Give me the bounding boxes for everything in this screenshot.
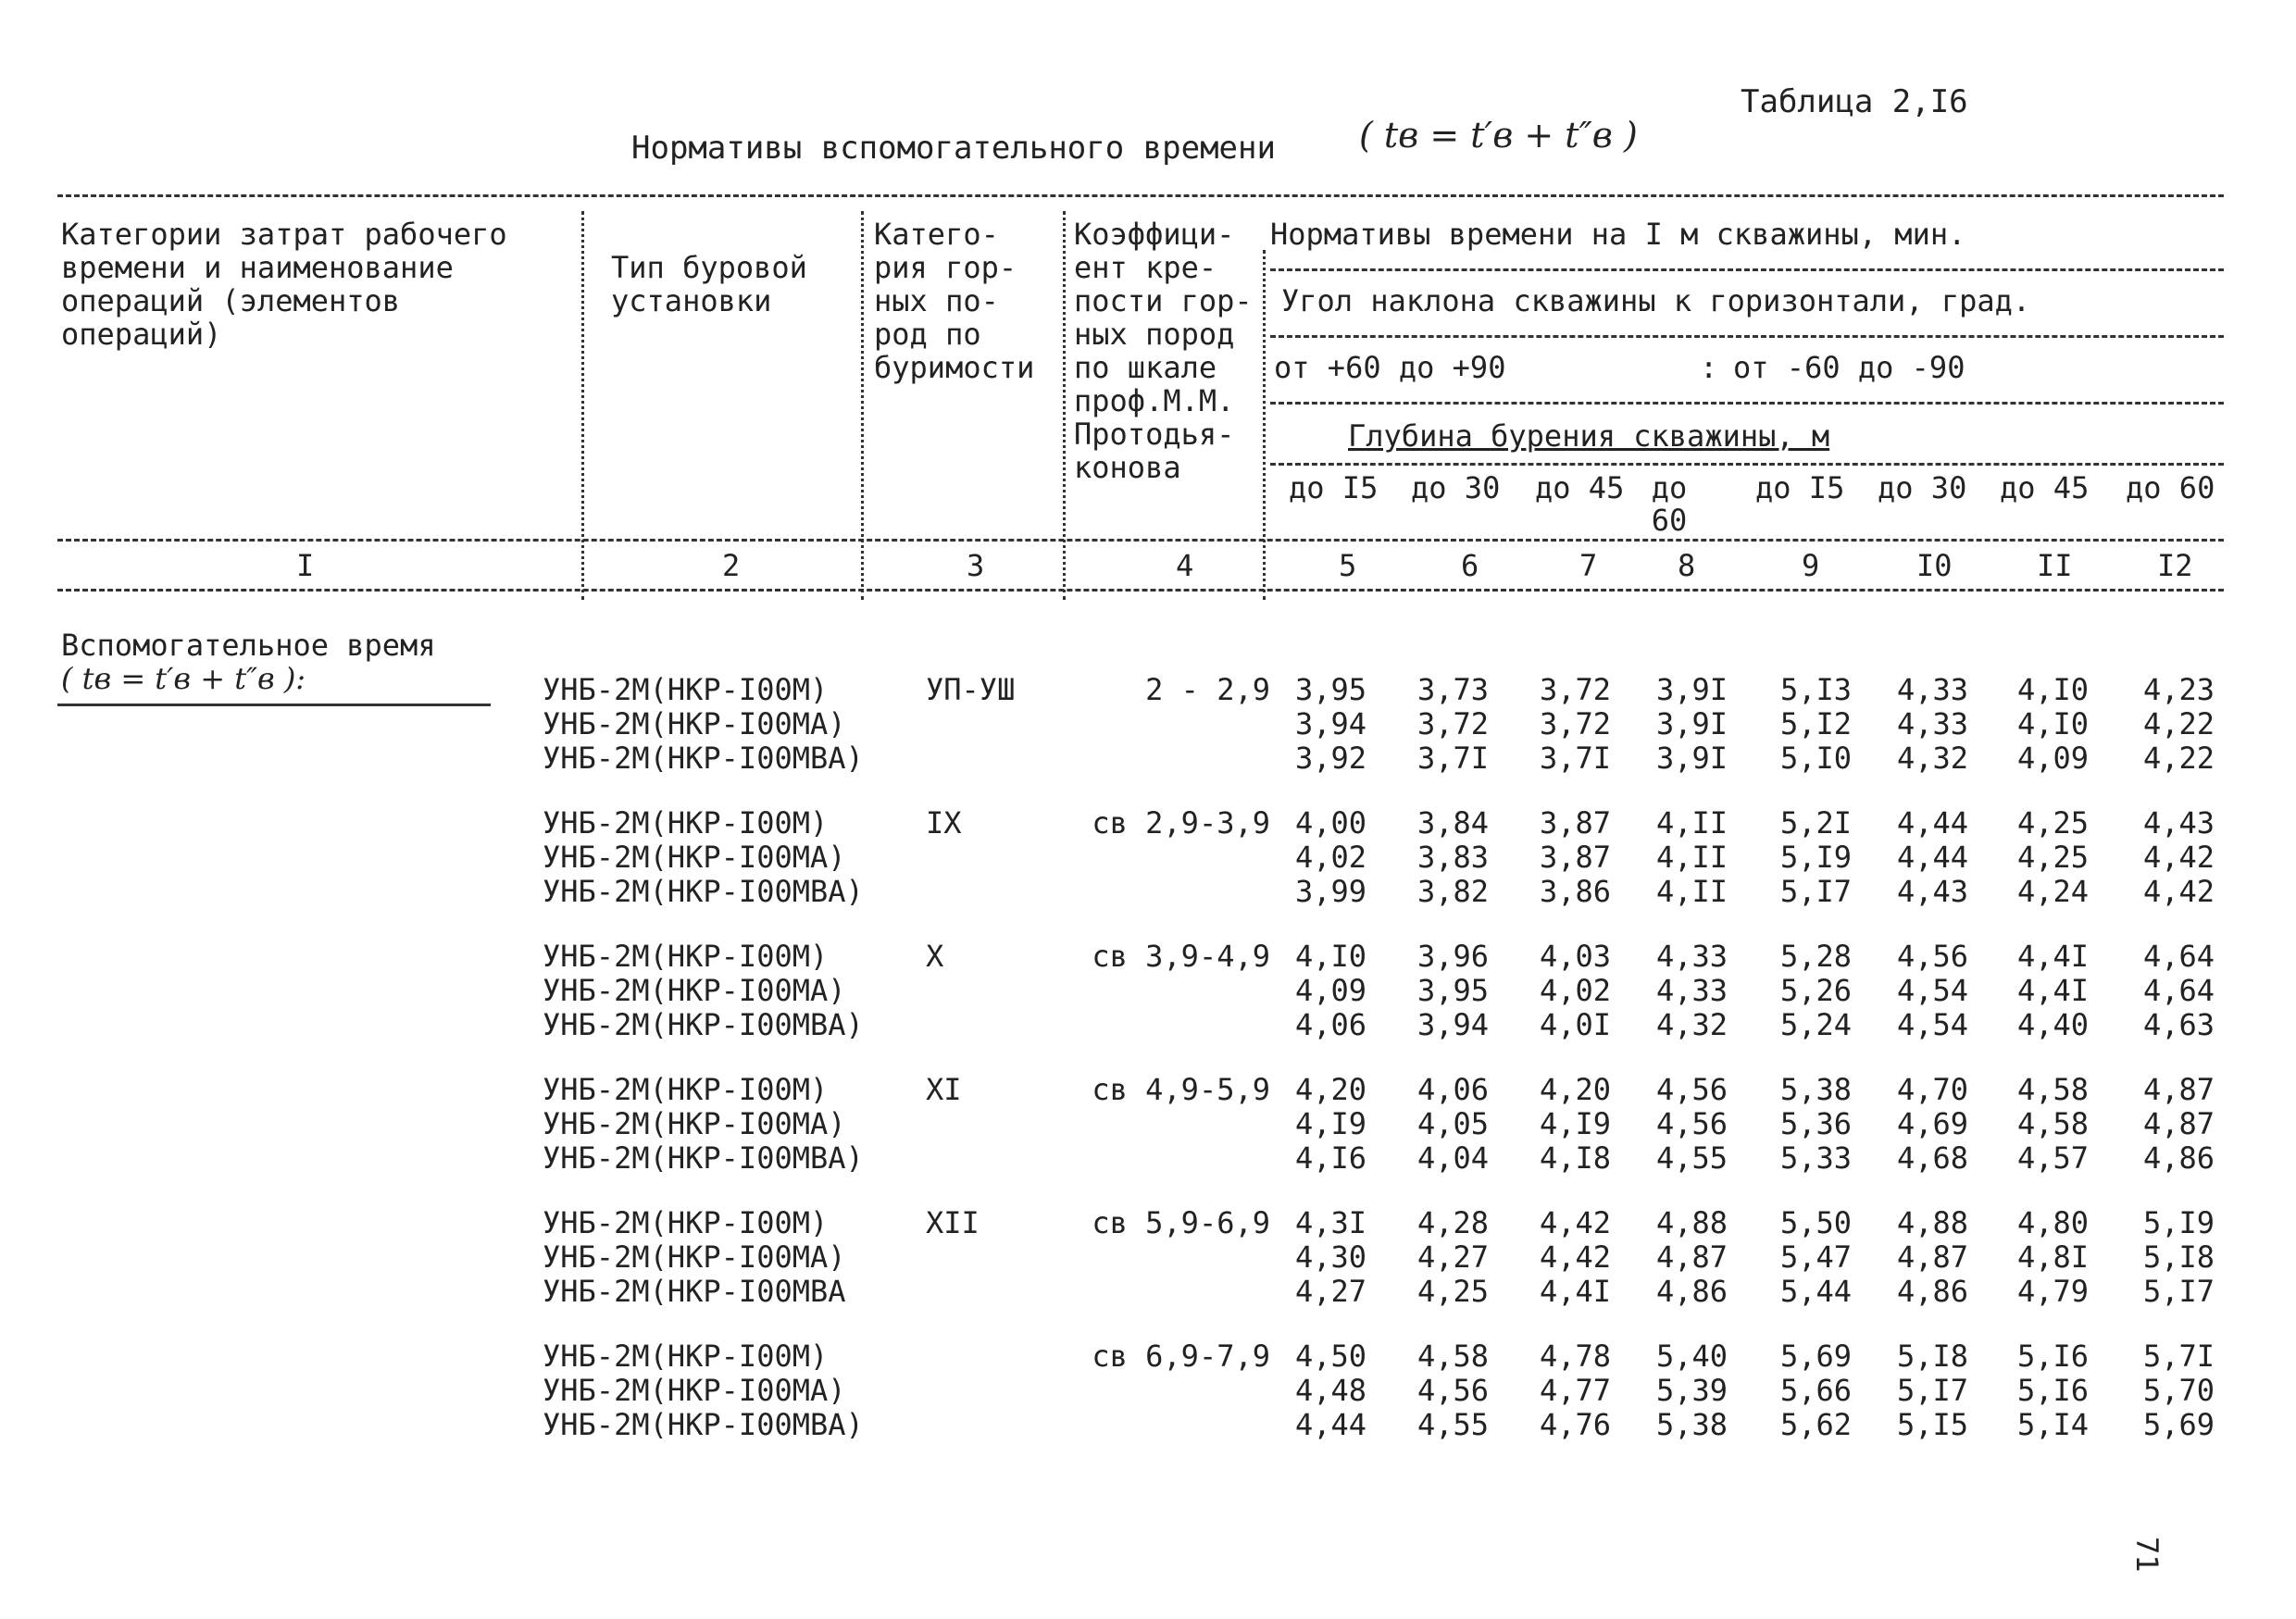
time-value: 4,87 [1896, 1239, 1968, 1275]
rig-type: УНБ-2М(НКР-I00М) [543, 1339, 829, 1374]
time-value: 4,56 [1416, 1373, 1489, 1408]
rig-type: УНБ-2М(НКР-I00МА) [543, 973, 846, 1008]
time-value: 5,2I [1779, 805, 1852, 841]
time-value: 3,82 [1416, 874, 1489, 909]
time-value: 3,9I [1655, 672, 1728, 707]
time-value: 5,I0 [1779, 741, 1852, 776]
time-value: 4,56 [1655, 1106, 1728, 1141]
time-value: 4,09 [2016, 741, 2089, 776]
depth-col-7: до 45 [1535, 470, 1625, 505]
time-value: 4,0I [1539, 1007, 1611, 1042]
rig-type: УНБ-2М(НКР-I00МВА [543, 1274, 846, 1309]
rig-type: УНБ-2М(НКР-I00МВА) [543, 1407, 864, 1442]
time-value: 4,43 [2142, 805, 2215, 841]
time-value: 4,30 [1294, 1239, 1366, 1275]
time-value: 5,70 [2142, 1373, 2215, 1408]
column-number-8: 8 [1678, 548, 1696, 583]
header-col3-line: ных по- [874, 283, 999, 318]
time-value: 4,42 [1539, 1205, 1611, 1240]
time-value: 4,56 [1896, 939, 1968, 974]
time-value: 4,58 [1416, 1339, 1489, 1374]
time-value: 5,40 [1655, 1339, 1728, 1374]
rig-type: УНБ-2М(НКР-I00М) [543, 1072, 829, 1107]
rig-type: УНБ-2М(НКР-I00МА) [543, 1106, 846, 1141]
header-col4-line: Протодья- [1074, 417, 1235, 452]
time-value: 4,42 [1539, 1239, 1611, 1275]
col-sep-1 [581, 211, 584, 600]
time-value: 4,4I [2016, 939, 2089, 974]
time-value: 4,87 [2142, 1072, 2215, 1107]
group-coefficient: св 4,9-5,9 [1092, 1072, 1270, 1107]
time-value: 4,43 [1896, 874, 1968, 909]
time-value: 3,86 [1539, 874, 1611, 909]
category-formula: ( tв = t′в + t″в ): [61, 661, 306, 696]
depth-col-10: до 30 [1878, 470, 1967, 505]
time-value: 3,99 [1294, 874, 1366, 909]
time-value: 4,09 [1294, 973, 1366, 1008]
header-col4-line: проф.М.М. [1074, 383, 1235, 418]
time-value: 5,38 [1779, 1072, 1852, 1107]
time-value: 3,7I [1416, 741, 1489, 776]
time-value: 4,4I [2016, 973, 2089, 1008]
header-col3-line: Катего- [874, 217, 999, 252]
time-value: 4,33 [1655, 939, 1728, 974]
time-value: 4,68 [1896, 1140, 1968, 1176]
depth-col-6: до 30 [1411, 470, 1501, 505]
time-value: 5,I4 [2016, 1407, 2089, 1442]
rig-type: УНБ-2М(НКР-I00М) [543, 939, 829, 974]
time-value: 4,I0 [2016, 672, 2089, 707]
time-value: 5,50 [1779, 1205, 1852, 1240]
time-value: 4,64 [2142, 973, 2215, 1008]
time-value: 4,24 [2016, 874, 2089, 909]
category-name: Вспомогательное время [61, 628, 436, 663]
column-number-6: 6 [1461, 548, 1479, 583]
group-category: X [926, 939, 944, 974]
rig-type: УНБ-2М(НКР-I00МА) [543, 1373, 846, 1408]
time-value: 4,33 [1655, 973, 1728, 1008]
column-number-10: I0 [1916, 548, 1953, 583]
header-range-sep: : [1700, 350, 1718, 385]
header-top-rule [57, 194, 2224, 197]
time-value: 4,86 [1655, 1274, 1728, 1309]
time-value: 4,20 [1539, 1072, 1611, 1107]
time-value: 4,4I [1539, 1274, 1611, 1309]
table-title: Нормативы вспомогательного времени [631, 130, 1276, 167]
time-value: 3,92 [1294, 741, 1366, 776]
rig-type: УНБ-2М(НКР-I00МВА) [543, 874, 864, 909]
time-value: 5,I8 [2142, 1239, 2215, 1275]
time-value: 3,96 [1416, 939, 1489, 974]
header-norms-rule [1270, 268, 2224, 271]
time-value: 5,44 [1779, 1274, 1852, 1309]
time-value: 5,36 [1779, 1106, 1852, 1141]
time-value: 3,95 [1416, 973, 1489, 1008]
header-col1-line: операций (элементов [61, 283, 401, 318]
time-value: 5,I7 [2142, 1274, 2215, 1309]
time-value: 4,88 [1655, 1205, 1728, 1240]
time-value: 4,63 [2142, 1007, 2215, 1042]
group-coefficient: св 6,9-7,9 [1092, 1339, 1270, 1374]
header-range-rule [1270, 402, 2224, 405]
time-value: 3,72 [1539, 672, 1611, 707]
time-value: 4,05 [1416, 1106, 1489, 1141]
time-value: 4,40 [2016, 1007, 2089, 1042]
time-value: 3,9I [1655, 706, 1728, 741]
time-value: 4,I0 [1294, 939, 1366, 974]
time-value: 4,42 [2142, 840, 2215, 875]
time-value: 4,04 [1416, 1140, 1489, 1176]
rig-type: УНБ-2М(НКР-I00М) [543, 1205, 829, 1240]
group-category: IX [926, 805, 962, 841]
col-sep-3 [1063, 211, 1066, 600]
time-value: 5,I6 [2016, 1373, 2089, 1408]
page-number: 71 [2129, 1537, 2165, 1573]
time-value: 4,44 [1896, 805, 1968, 841]
time-value: 5,24 [1779, 1007, 1852, 1042]
column-number-11: II [2037, 548, 2073, 583]
time-value: 4,55 [1416, 1407, 1489, 1442]
time-value: 5,69 [1779, 1339, 1852, 1374]
time-value: 4,80 [2016, 1205, 2089, 1240]
time-value: 3,95 [1294, 672, 1366, 707]
time-value: 4,06 [1416, 1072, 1489, 1107]
time-value: 5,I6 [2016, 1339, 2089, 1374]
time-value: 4,58 [2016, 1072, 2089, 1107]
time-value: 5,I9 [2142, 1205, 2215, 1240]
time-value: 4,02 [1539, 973, 1611, 1008]
time-value: 3,87 [1539, 805, 1611, 841]
rig-type: УНБ-2М(НКР-I00МВА) [543, 1007, 864, 1042]
time-value: 4,II [1655, 874, 1728, 909]
time-value: 4,28 [1416, 1205, 1489, 1240]
rig-type: УНБ-2М(НКР-I00М) [543, 805, 829, 841]
group-category: УП-УШ [926, 672, 1016, 707]
table-label: Таблица 2,I6 [1741, 83, 1968, 120]
time-value: 5,I9 [1779, 840, 1852, 875]
time-value: 4,44 [1896, 840, 1968, 875]
rig-type: УНБ-2М(НКР-I00МВА) [543, 1140, 864, 1176]
time-value: 4,33 [1896, 672, 1968, 707]
time-value: 5,I2 [1779, 706, 1852, 741]
time-value: 3,72 [1416, 706, 1489, 741]
time-value: 4,42 [2142, 874, 2215, 909]
depth-col-12: до 60 [2126, 470, 2215, 505]
time-value: 3,83 [1416, 840, 1489, 875]
time-value: 5,28 [1779, 939, 1852, 974]
time-value: 4,86 [2142, 1140, 2215, 1176]
header-col4-line: Коэффици- [1074, 217, 1235, 252]
col-sep-4 [1263, 250, 1266, 600]
group-coefficient: 2 - 2,9 [1145, 672, 1270, 707]
header-col4-line: пости гор- [1074, 283, 1253, 318]
time-value: 4,48 [1294, 1373, 1366, 1408]
time-value: 4,86 [1896, 1274, 1968, 1309]
time-value: 4,II [1655, 805, 1728, 841]
header-col3-line: род по [874, 317, 981, 352]
time-value: 3,73 [1416, 672, 1489, 707]
time-value: 4,70 [1896, 1072, 1968, 1107]
time-value: 4,00 [1294, 805, 1366, 841]
time-value: 4,58 [2016, 1106, 2089, 1141]
time-value: 4,77 [1539, 1373, 1611, 1408]
column-number-1: I [296, 548, 315, 583]
header-col4-line: ных пород [1074, 317, 1235, 352]
time-value: 3,7I [1539, 741, 1611, 776]
time-value: 4,78 [1539, 1339, 1611, 1374]
time-value: 4,27 [1416, 1239, 1489, 1275]
time-value: 4,87 [1655, 1239, 1728, 1275]
time-value: 4,27 [1294, 1274, 1366, 1309]
time-value: 5,I3 [1779, 672, 1852, 707]
time-value: 4,44 [1294, 1407, 1366, 1442]
time-value: 5,I5 [1896, 1407, 1968, 1442]
time-value: 5,I8 [1896, 1339, 1968, 1374]
group-category: XI [926, 1072, 962, 1107]
time-value: 4,54 [1896, 973, 1968, 1008]
column-number-12: I2 [2157, 548, 2193, 583]
rig-type: УНБ-2М(НКР-I00МА) [543, 706, 846, 741]
header-col1-line: времени и наименование [61, 250, 454, 285]
time-value: 5,66 [1779, 1373, 1852, 1408]
column-number-7: 7 [1579, 548, 1598, 583]
rig-type: УНБ-2М(НКР-I00МА) [543, 1239, 846, 1275]
header-range-neg: от -60 до -90 [1733, 350, 1965, 385]
header-depth: Глубина бурения скважины, м [1348, 418, 1830, 454]
colnum-top-rule [57, 539, 2224, 542]
time-value: 5,7I [2142, 1339, 2215, 1374]
group-coefficient: св 2,9-3,9 [1092, 805, 1270, 841]
time-value: 5,38 [1655, 1407, 1728, 1442]
column-number-5: 5 [1339, 548, 1357, 583]
time-value: 4,02 [1294, 840, 1366, 875]
depth-col-11: до 45 [2000, 470, 2090, 505]
time-value: 4,54 [1896, 1007, 1968, 1042]
time-value: 4,03 [1539, 939, 1611, 974]
time-value: 4,22 [2142, 741, 2215, 776]
time-value: 5,47 [1779, 1239, 1852, 1275]
time-value: 4,88 [1896, 1205, 1968, 1240]
time-value: 4,06 [1294, 1007, 1366, 1042]
depth-col-9: до I5 [1755, 470, 1845, 505]
rig-type: УНБ-2М(НКР-I00МВА) [543, 741, 864, 776]
header-col4-line: по шкале [1074, 350, 1217, 385]
group-coefficient: св 5,9-6,9 [1092, 1205, 1270, 1240]
header-col2-line: установки [611, 283, 772, 318]
time-value: 3,72 [1539, 706, 1611, 741]
time-value: 5,I7 [1896, 1373, 1968, 1408]
time-value: 4,3I [1294, 1205, 1366, 1240]
rig-type: УНБ-2М(НКР-I00МА) [543, 840, 846, 875]
time-value: 4,69 [1896, 1106, 1968, 1141]
col-sep-2 [861, 211, 864, 600]
group-category: XII [926, 1205, 980, 1240]
column-number-3: 3 [967, 548, 985, 583]
time-value: 4,57 [2016, 1140, 2089, 1176]
header-col1-line: операций) [61, 317, 222, 352]
header-angle: Угол наклона скважины к горизонтали, град. [1281, 283, 2031, 318]
header-depth-rule [1270, 463, 2224, 466]
header-norms: Нормативы времени на I м скважины, мин. [1270, 217, 1966, 252]
time-value: 4,25 [2016, 840, 2089, 875]
time-value: 4,I8 [1539, 1140, 1611, 1176]
time-value: 4,II [1655, 840, 1728, 875]
header-range-pos: от +60 до +90 [1274, 350, 1506, 385]
column-number-2: 2 [722, 548, 741, 583]
time-value: 4,I9 [1539, 1106, 1611, 1141]
column-number-4: 4 [1176, 548, 1194, 583]
time-value: 5,69 [2142, 1407, 2215, 1442]
time-value: 4,56 [1655, 1072, 1728, 1107]
time-value: 4,55 [1655, 1140, 1728, 1176]
time-value: 5,I7 [1779, 874, 1852, 909]
header-angle-rule [1270, 335, 2224, 338]
time-value: 5,26 [1779, 973, 1852, 1008]
header-col3-line: рия гор- [874, 250, 1017, 285]
header-col4-line: конова [1074, 450, 1181, 485]
time-value: 4,I0 [2016, 706, 2089, 741]
group-coefficient: св 3,9-4,9 [1092, 939, 1270, 974]
time-value: 4,33 [1896, 706, 1968, 741]
time-value: 4,79 [2016, 1274, 2089, 1309]
time-value: 4,8I [2016, 1239, 2089, 1275]
time-value: 5,62 [1779, 1407, 1852, 1442]
time-value: 4,23 [2142, 672, 2215, 707]
time-value: 4,76 [1539, 1407, 1611, 1442]
rig-type: УНБ-2М(НКР-I00М) [543, 672, 829, 707]
time-value: 4,I9 [1294, 1106, 1366, 1141]
category-underline [57, 704, 491, 706]
time-value: 4,25 [1416, 1274, 1489, 1309]
header-col1-line: Категории затрат рабочего [61, 217, 507, 252]
depth-col-5: до I5 [1289, 470, 1379, 505]
title-formula: ( tв = t′в + t″в ) [1359, 115, 1638, 156]
header-col4-line: ент кре- [1074, 250, 1217, 285]
time-value: 4,20 [1294, 1072, 1366, 1107]
depth-col-8: до 60 [1651, 470, 1688, 538]
time-value: 4,50 [1294, 1339, 1366, 1374]
time-value: 5,39 [1655, 1373, 1728, 1408]
colnum-bottom-rule [57, 589, 2224, 592]
time-value: 3,94 [1294, 706, 1366, 741]
time-value: 5,33 [1779, 1140, 1852, 1176]
column-number-9: 9 [1802, 548, 1820, 583]
header-col3-line: буримости [874, 350, 1035, 385]
time-value: 3,9I [1655, 741, 1728, 776]
time-value: 4,32 [1896, 741, 1968, 776]
time-value: 4,87 [2142, 1106, 2215, 1141]
time-value: 4,22 [2142, 706, 2215, 741]
time-value: 3,84 [1416, 805, 1489, 841]
time-value: 4,25 [2016, 805, 2089, 841]
time-value: 4,64 [2142, 939, 2215, 974]
time-value: 4,I6 [1294, 1140, 1366, 1176]
time-value: 4,32 [1655, 1007, 1728, 1042]
time-value: 3,94 [1416, 1007, 1489, 1042]
header-col2-line: Тип буровой [611, 250, 807, 285]
time-value: 3,87 [1539, 840, 1611, 875]
